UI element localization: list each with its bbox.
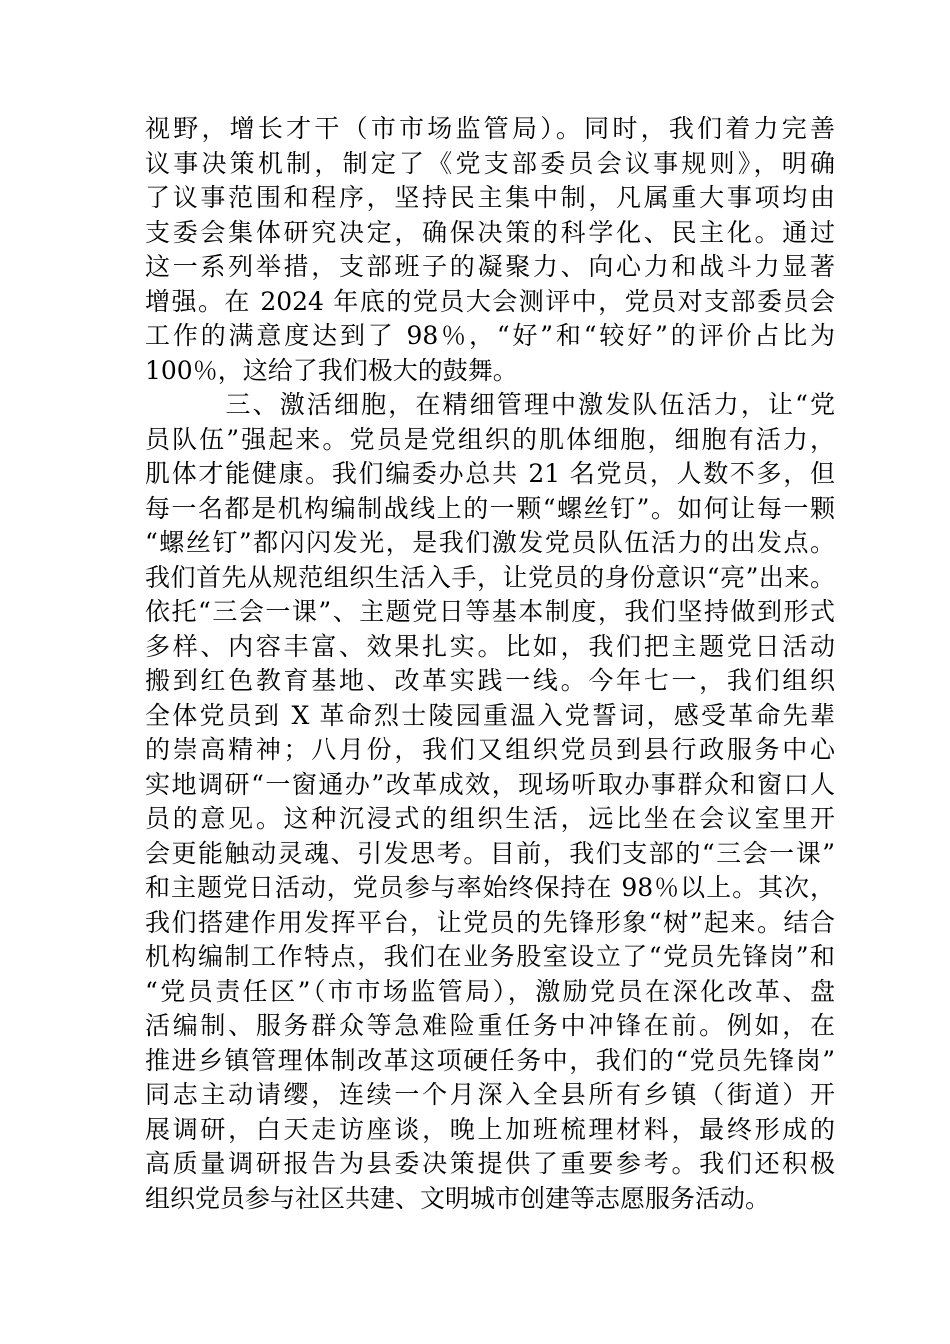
text-line: 依托“三会一课”、主题党日等基本制度，我们坚持做到形式 [145,597,835,626]
text-line: 的崇高精神；八月份，我们又组织党员到县行政服务中心 [145,735,835,764]
text-line: 我们搭建作用发挥平台，让党员的先锋形象“树”起来。结合 [145,907,835,937]
text-line: 员队伍”强起来。党员是党组织的肌体细胞，细胞有活力， [145,424,835,454]
text-line: 100％，这给了我们极大的鼓舞。 [145,355,518,385]
text-line: “螺丝钉”都闪闪发光，是我们激发党员队伍活力的出发点。 [145,528,835,557]
text-line: 会更能触动灵魂、引发思考。目前，我们支部的“三会一课” [145,838,835,868]
text-line: 组织党员参与社区共建、文明城市创建等志愿服务活动。 [145,1183,771,1213]
text-line: 和主题党日活动，党员参与率始终保持在 98％以上。其次， [145,873,835,902]
text-line: 展调研，白天走访座谈，晚上加班梳理材料，最终形成的 [145,1114,835,1144]
text-line: 实地调研“一窗通办”改革成效，现场听取办事群众和窗口人 [145,769,835,799]
text-line: 全体党员到 X 革命烈士陵园重温入党誓词，感受革命先辈 [145,700,835,730]
text-line: 了议事范围和程序，坚持民主集中制，凡属重大事项均由 [145,183,835,212]
text-line: 活编制、服务群众等急难险重任务中冲锋在前。例如，在 [145,1011,835,1040]
text-line: 支委会集体研究决定，确保决策的科学化、民主化。通过 [145,217,835,247]
text-line: 我们首先从规范组织生活入手，让党员的身份意识“亮”出来。 [145,562,835,592]
text-line: 肌体才能健康。我们编委办总共 21 名党员，人数不多，但 [145,459,835,488]
section-heading-line: 三、激活细胞，在精细管理中激发队伍活力，让“党 [145,390,835,419]
text-line: 多样、内容丰富、效果扎实。比如，我们把主题党日活动 [145,631,835,661]
body-text [145,112,835,1216]
text-line: 每一名都是机构编制战线上的一颗“螺丝钉”。如何让每一颗 [145,493,835,523]
text-line: 员的意见。这种沉浸式的组织生活，远比坐在会议室里开 [145,804,835,833]
text-line: 搬到红色教育基地、改革实践一线。今年七一，我们组织 [145,666,835,695]
text-line: 推进乡镇管理体制改革这项硬任务中，我们的“党员先锋岗” [145,1045,835,1075]
text-line: 机构编制工作特点，我们在业务股室设立了“党员先锋岗”和 [145,942,835,971]
text-line: 这一系列举措，支部班子的凝聚力、向心力和战斗力显著 [145,252,835,281]
text-line: 视野，增长才干（市市场监管局）。同时，我们着力完善 [145,114,835,143]
text-line: 议事决策机制，制定了《党支部委员会议事规则》，明确 [145,148,835,178]
text-line: 工作的满意度达到了 98％，“好”和“较好”的评价占比为 [145,321,835,350]
text-line: 增强。在 2024 年底的党员大会测评中，党员对支部委员会 [145,286,835,316]
text-line: 同志主动请缨，连续一个月深入全县所有乡镇（街道）开 [145,1080,835,1109]
text-line: “党员责任区”（市市场监管局），激励党员在深化改革、盘 [145,976,835,1006]
text-line: 高质量调研报告为县委决策提供了重要参考。我们还积极 [145,1149,835,1178]
